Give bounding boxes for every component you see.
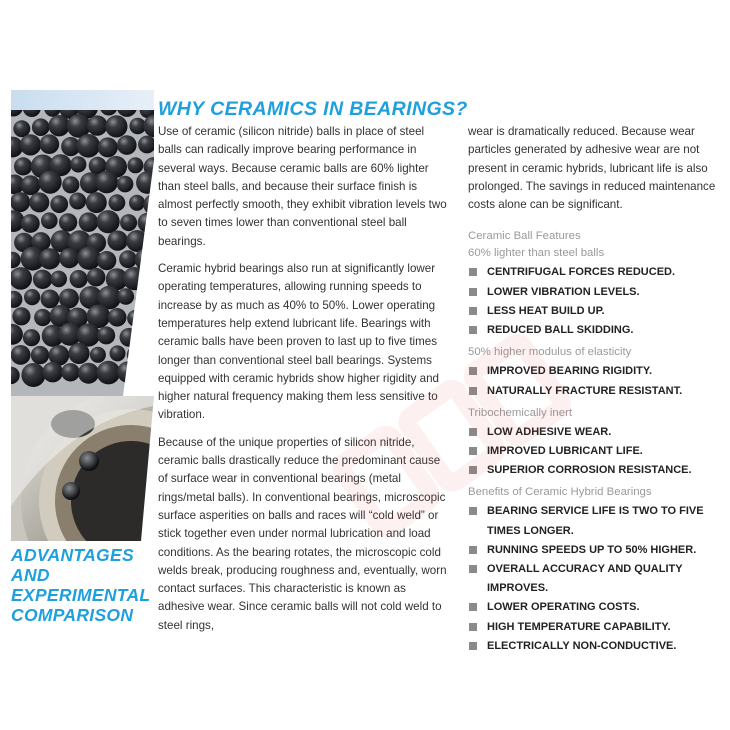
feature-group xyxy=(468,484,730,656)
list-item xyxy=(468,637,730,656)
bullet-square-icon xyxy=(469,603,477,611)
ceramic-balls-image xyxy=(11,90,154,396)
feature-text: REDUCED BALL SKIDDING. xyxy=(487,324,634,337)
feature-group-title: Benefits of Ceramic Hybrid Bearings xyxy=(468,486,652,499)
body-column-1 xyxy=(158,123,450,644)
feature-group-title: Ceramic Ball Features xyxy=(468,230,581,243)
side-heading-line: AND xyxy=(11,565,50,585)
feature-group-title: 50% higher modulus of elasticity xyxy=(468,346,632,359)
feature-text: LOW ADHESIVE WEAR. xyxy=(487,425,612,438)
diagonal-cut xyxy=(11,90,154,396)
bullet-square-icon xyxy=(469,623,477,631)
feature-text: ELECTRICALLY NON-CONDUCTIVE. xyxy=(487,639,677,652)
list-item xyxy=(468,560,730,598)
feature-list xyxy=(468,362,730,400)
side-heading-line: ADVANTAGES xyxy=(11,545,134,565)
bearing-image xyxy=(11,396,154,541)
bullet-square-icon xyxy=(469,546,477,554)
feature-text: NATURALLY FRACTURE RESISTANT. xyxy=(487,384,683,397)
feature-group-subtitle: 60% lighter than steel balls xyxy=(468,247,605,260)
list-item xyxy=(468,541,730,560)
feature-group xyxy=(468,228,730,340)
list-item xyxy=(468,618,730,637)
list-item xyxy=(468,321,730,340)
bullet-square-icon xyxy=(469,466,477,474)
feature-text: CENTRIFUGAL FORCES REDUCED. xyxy=(487,266,676,279)
feature-text: LOWER OPERATING COSTS. xyxy=(487,601,640,614)
paragraph: wear is dramatically reduced. Because wear particles generated by adhesive wear are not present in ceramic hybrids, lubricant life is also prolonged. The savings in reduced maintenance costs alone can be significant. xyxy=(468,125,716,212)
bullet-square-icon xyxy=(469,268,477,276)
list-item xyxy=(468,362,730,381)
side-heading-line: EXPERIMENTAL xyxy=(11,585,151,605)
feature-group-title: Tribochemically inert xyxy=(468,406,573,419)
bullet-square-icon xyxy=(469,307,477,315)
bullet-square-icon xyxy=(469,565,477,573)
bullet-square-icon xyxy=(469,326,477,334)
body-column-2 xyxy=(468,123,730,660)
list-item xyxy=(468,502,730,540)
list-item xyxy=(468,263,730,282)
list-item xyxy=(468,423,730,442)
feature-text: OVERALL ACCURACY AND QUALITY IMPROVES. xyxy=(487,562,683,595)
feature-group xyxy=(468,344,730,400)
list-item xyxy=(468,283,730,302)
list-item xyxy=(468,598,730,617)
feature-text: IMPROVED BEARING RIGIDITY. xyxy=(487,365,653,378)
page-title: WHY CERAMICS IN BEARINGS? xyxy=(158,98,468,120)
bullet-square-icon xyxy=(469,642,477,650)
feature-list xyxy=(468,423,730,481)
list-item xyxy=(468,302,730,321)
feature-text: BEARING SERVICE LIFE IS TWO TO FIVE TIMES LONGER. xyxy=(487,505,704,537)
bullet-square-icon xyxy=(469,507,477,515)
paragraph: Because of the unique properties of silicon nitride, ceramic balls drastically reduce the predominant cause of surface wear in conventional bearings (metal rings/metal balls). In conventional bearings, microscopic surface asperities on balls and races will “cold weld” or stick together even under normal lubrication and load conditions. As the bearing rotates, the microscopic cold welds break, producing roughness and, eventually, worn contact surfaces. This characteristic is known as adhesive wear. Since ceramic balls will not cold weld to steel rings, xyxy=(158,435,447,632)
bullet-square-icon xyxy=(469,367,477,375)
bullet-square-icon xyxy=(469,288,477,296)
feature-list xyxy=(468,502,730,656)
feature-group xyxy=(468,405,730,481)
list-item xyxy=(468,461,730,480)
bullet-square-icon xyxy=(469,387,477,395)
side-heading xyxy=(11,545,161,625)
feature-text: RUNNING SPEEDS UP TO 50% HIGHER. xyxy=(487,543,697,556)
feature-text: HIGH TEMPERATURE CAPABILITY. xyxy=(487,620,671,633)
paragraph: Use of ceramic (silicon nitride) balls in place of steel balls can radically improve bearing performance in several ways. Because ceramic balls are 60% lighter than steel balls, and because their surface finish is almost perfectly smooth, they exhibit vibration levels two to seven times lower than conventional steel ball bearings. xyxy=(158,125,447,248)
bullet-square-icon xyxy=(469,428,477,436)
bullet-square-icon xyxy=(469,447,477,455)
feature-text: LESS HEAT BUILD UP. xyxy=(487,304,605,317)
bearing-photo xyxy=(11,396,154,541)
list-item xyxy=(468,442,730,461)
side-heading-line: COMPARISON xyxy=(11,605,134,625)
list-item xyxy=(468,382,730,401)
feature-list xyxy=(468,263,730,340)
feature-text: IMPROVED LUBRICANT LIFE. xyxy=(487,444,643,457)
paragraph: Ceramic hybrid bearings also run at significantly lower operating temperatures, allowing running speeds to increase by as much as 40% to 50%. Lower operating temperatures help extend lubricant life. Bearings with ceramic balls have been proven to last up to five times longer than conventional steel ball bearings. Systems equipped with ceramic hybrids show higher rigidity and higher natural frequency making them less sensitive to vibration. xyxy=(158,262,439,422)
feature-text: SUPERIOR CORROSION RESISTANCE. xyxy=(487,464,692,477)
feature-text: LOWER VIBRATION LEVELS. xyxy=(487,285,640,298)
